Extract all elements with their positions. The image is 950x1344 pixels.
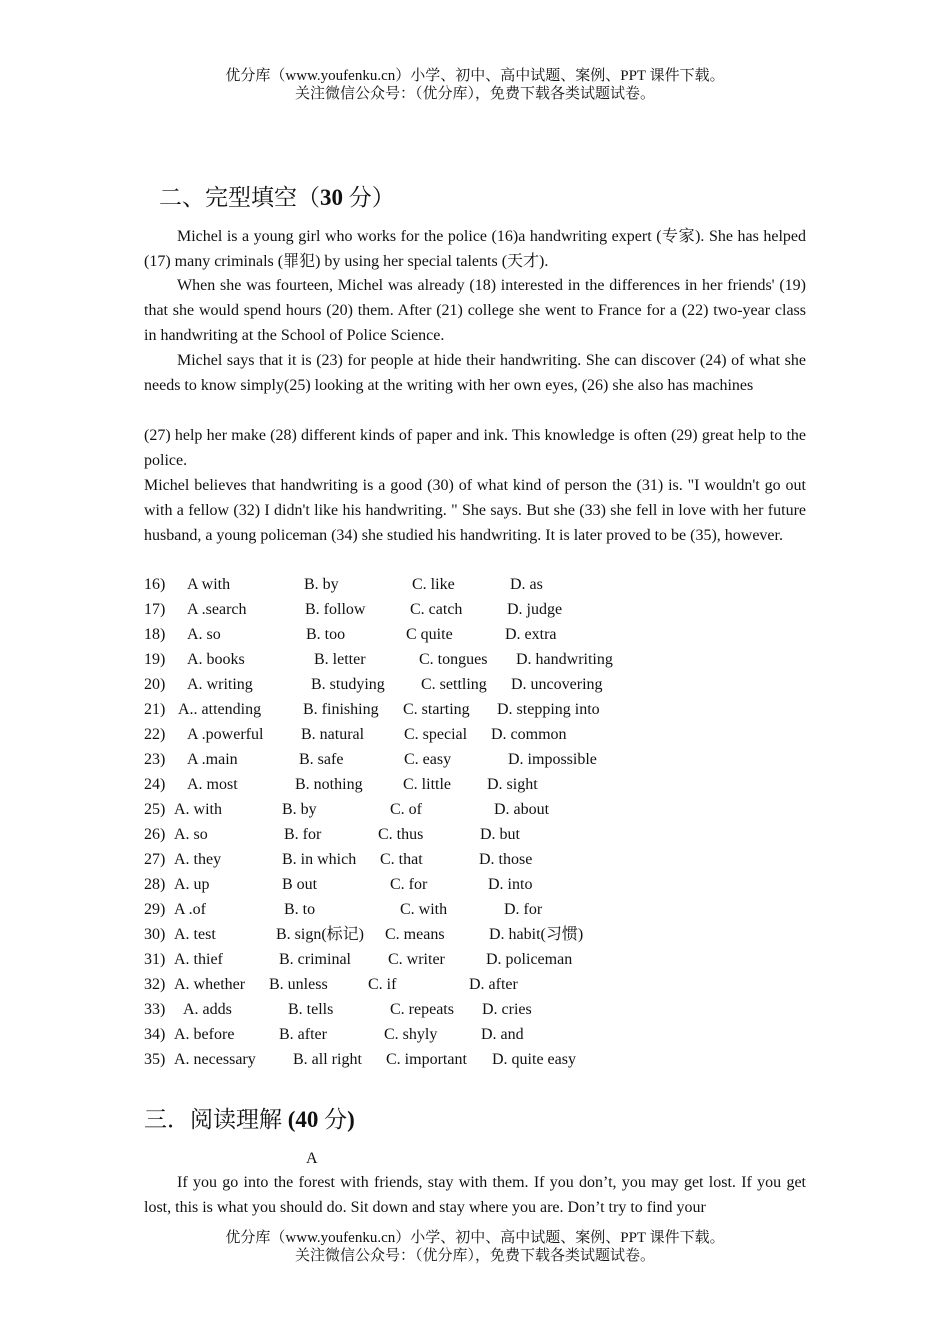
cloze-paragraph-4: (27) help her make (28) different kinds of paper and ink. This knowledge is often (29) great help to the police.	[144, 427, 806, 469]
passage-label: A	[306, 1150, 318, 1167]
cloze-paragraph-3: Michel says that it is (23) for people at hide their handwriting. She can discover (24) of what she needs to know simply(25) looking at the writing with her own eyes, (26) she also has machines	[144, 352, 806, 394]
section-3-title: 三．阅读理解 (40 分)	[144, 1107, 355, 1132]
page-footer	[0, 1229, 950, 1265]
header-line-1: 优分库（www.youfenku.cn）小学、初中、高中试题、案例、PPT 课件下载。	[225, 68, 725, 84]
cloze-paragraph-2: When she was fourteen, Michel was already (18) interested in the differences in her friends' (19) that she would spend hours (20) them. After (21) college she went to France for a (22) two-year class in handwriting at the School of Police Science.	[144, 277, 806, 344]
cloze-paragraph-1: Michel is a young girl who works for the police (16)a handwriting expert (专家). She has helped (17) many criminals (罪犯) by using her special talents (天才).	[144, 228, 806, 270]
page-header	[0, 67, 950, 103]
footer-line-2: 关注微信公众号：（优分库），免费下载各类试题试卷。	[294, 1248, 655, 1264]
cloze-paragraph-5: Michel believes that handwriting is a good (30) of what kind of person the (31) is. "I wouldn't go out with a fellow (32) I didn't like his handwriting. " She says. But she (33) she fell in love with her future husband, a young policeman (34) she studied his handwriting. It is later proved to be (35), however.	[144, 477, 806, 544]
footer-line-1: 优分库（www.youfenku.cn）小学、初中、高中试题、案例、PPT 课件下载。	[225, 1230, 725, 1246]
section-2-title: 二、完型填空（30 分）	[159, 185, 395, 210]
reading-paragraph: If you go into the forest with friends, stay with them. If you don’t, you may get lost. If you get lost, this is what you should do. Sit down and stay where you are. Don’t try to find your	[144, 1174, 806, 1216]
header-line-2: 关注微信公众号：（优分库），免费下载各类试题试卷。	[294, 86, 655, 102]
